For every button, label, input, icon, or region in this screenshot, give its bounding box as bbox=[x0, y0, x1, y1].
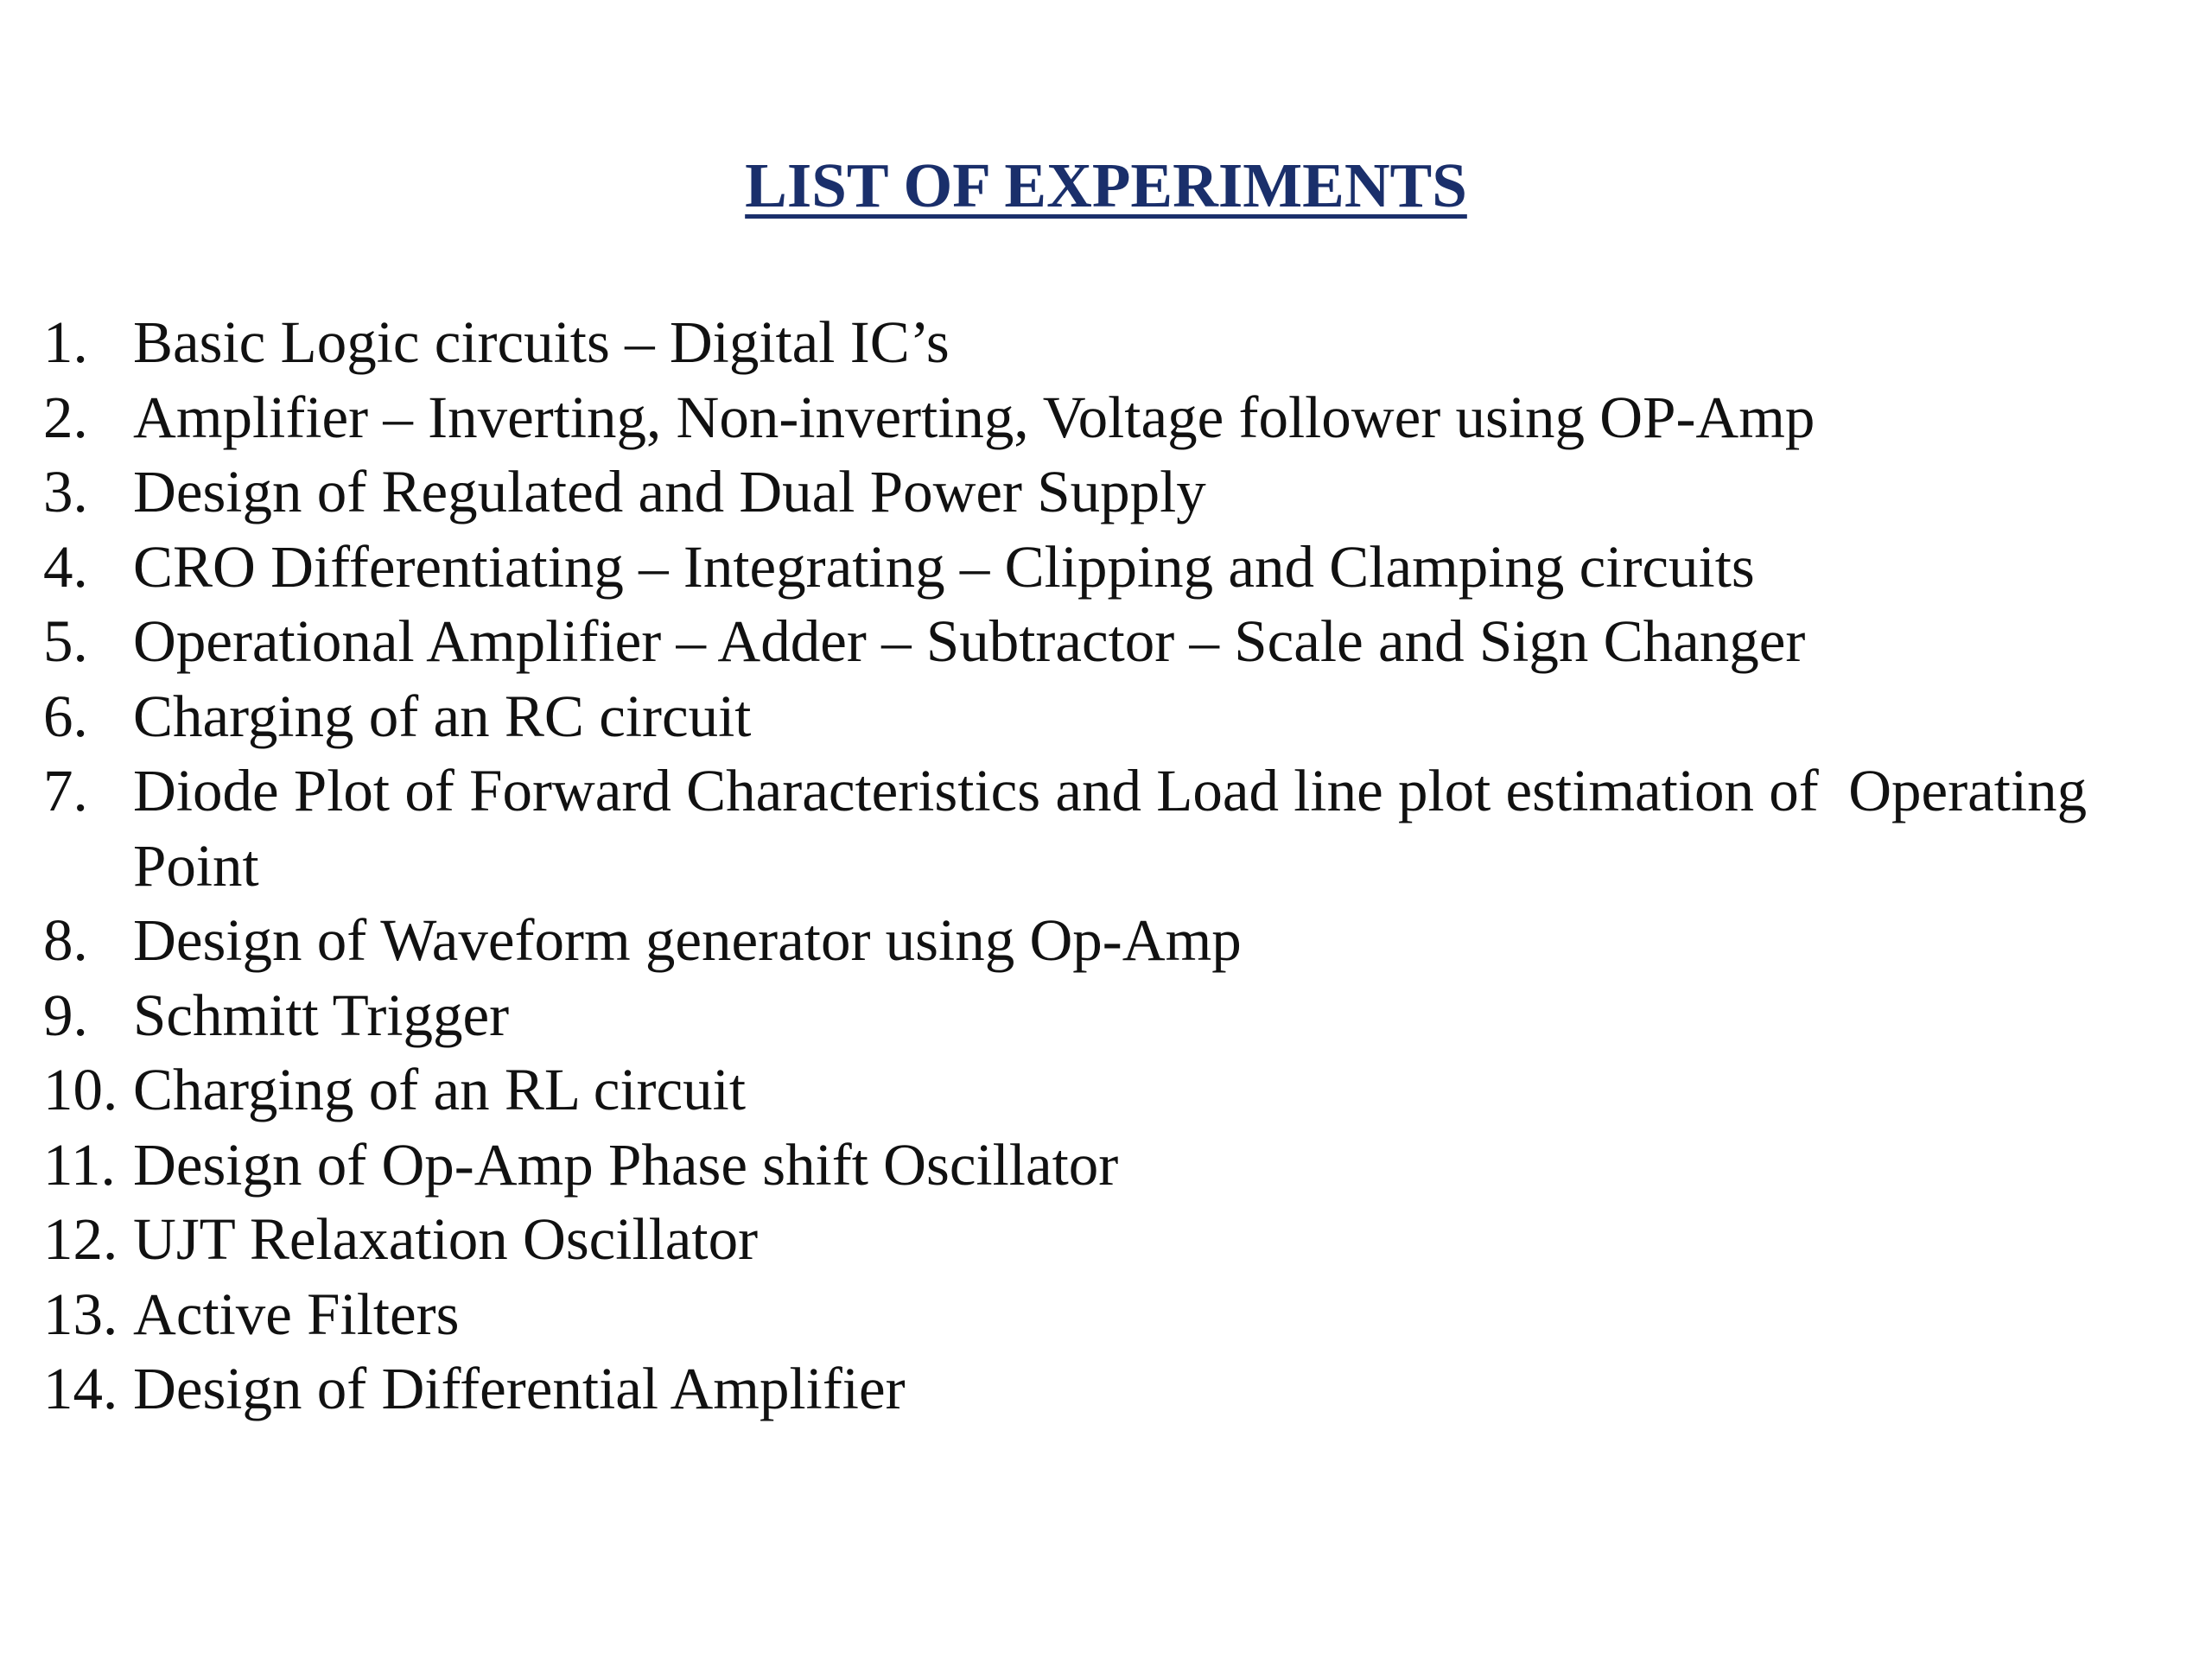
list-item-number: 14. bbox=[43, 1356, 118, 1421]
list-item-text: Charging of an RC circuit bbox=[133, 683, 752, 749]
list-item bbox=[43, 1052, 2186, 1128]
list-item-text: Diode Plot of Forward Characteristics and Load line plot estimation of Operating Point bbox=[133, 758, 2102, 899]
list-item-text: UJT Relaxation Oscillator bbox=[133, 1206, 759, 1272]
list-item bbox=[43, 679, 2186, 754]
list-item-text: Basic Logic circuits – Digital IC’s bbox=[133, 309, 950, 375]
list-item bbox=[43, 978, 2186, 1053]
list-item-text: Active Filters bbox=[133, 1281, 460, 1347]
list-item-text: Design of Differential Amplifier bbox=[133, 1356, 906, 1421]
list-item-number: 6. bbox=[43, 683, 88, 749]
list-item-number: 5. bbox=[43, 608, 88, 674]
list-item-text: Design of Waveform generator using Op-Amp bbox=[133, 907, 1242, 973]
list-item-text: Amplifier – Inverting, Non-inverting, Voltage follower using OP-Amp bbox=[133, 384, 1815, 450]
list-item-text: Operational Amplifier – Adder – Subtractor – Scale and Sign Changer bbox=[133, 608, 1806, 674]
list-item-number: 7. bbox=[43, 758, 88, 823]
page-title: LIST OF EXPERIMENTS bbox=[745, 150, 1467, 220]
list-item bbox=[43, 1128, 2186, 1203]
list-item-number: 9. bbox=[43, 982, 88, 1048]
list-item bbox=[43, 903, 2186, 978]
list-item-text: Design of Regulated and Dual Power Supply bbox=[133, 459, 1206, 524]
list-item-number: 10. bbox=[43, 1057, 118, 1122]
list-item bbox=[43, 1351, 2186, 1427]
list-item bbox=[43, 604, 2186, 679]
experiment-list bbox=[43, 305, 2186, 1427]
list-item-number: 12. bbox=[43, 1206, 118, 1272]
list-item bbox=[43, 380, 2186, 455]
list-item bbox=[43, 1202, 2186, 1277]
list-item bbox=[43, 454, 2186, 530]
list-item-number: 13. bbox=[43, 1281, 118, 1347]
list-item bbox=[43, 530, 2186, 605]
list-item-number: 2. bbox=[43, 384, 88, 450]
list-item-text: Design of Op-Amp Phase shift Oscillator bbox=[133, 1131, 1119, 1198]
list-item-text: Charging of an RL circuit bbox=[133, 1057, 747, 1122]
list-item bbox=[43, 753, 2186, 903]
list-item-number: 4. bbox=[43, 533, 88, 600]
list-item-number: 1. bbox=[43, 309, 88, 375]
list-item bbox=[43, 305, 2186, 380]
list-item-number: 11. bbox=[43, 1131, 116, 1198]
list-item-number: 3. bbox=[43, 459, 88, 524]
list-item-number: 8. bbox=[43, 907, 88, 973]
list-item-text: CRO Differentiating – Integrating – Clipping and Clamping circuits bbox=[133, 533, 1755, 600]
list-item bbox=[43, 1277, 2186, 1352]
list-item-text: Schmitt Trigger bbox=[133, 982, 510, 1048]
